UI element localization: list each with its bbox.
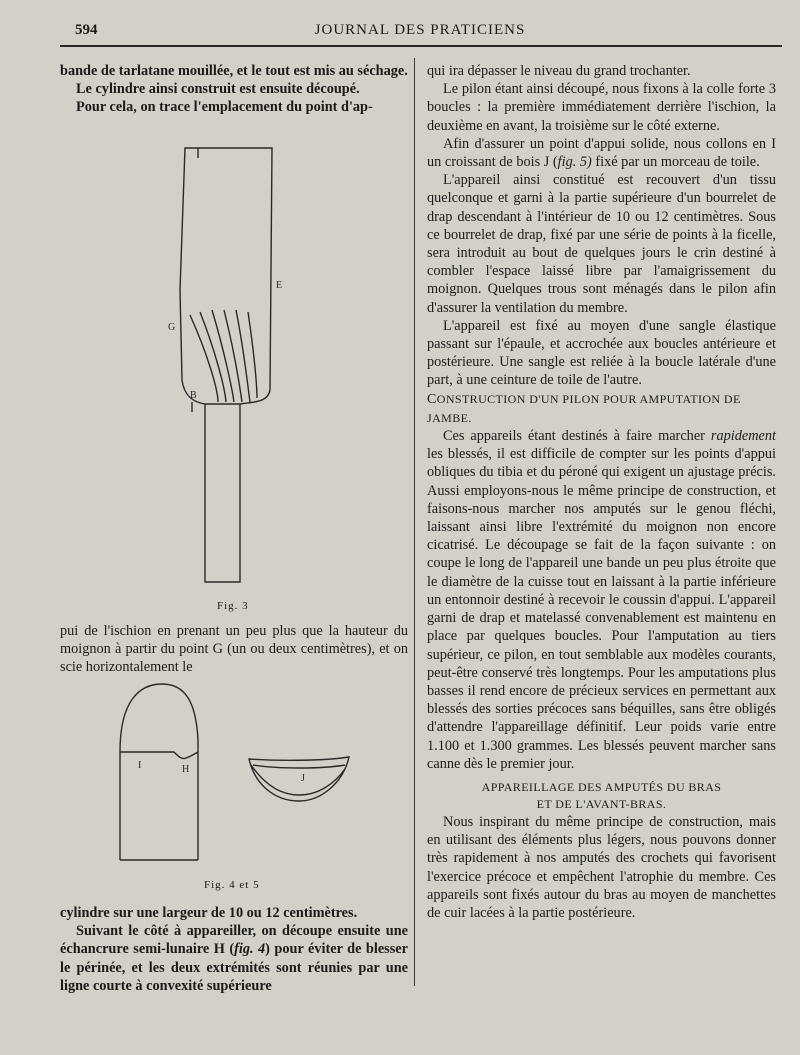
right-paragraph-7: Nous inspirant du même principe de construction, mais en utilisant des éléments plus légers, nous pouvons donner très rapidement à nos amputés des crochets qui favorisent l'exercice précoce et empêchent l'atrophie du membre. Ces appareils sont fixés autour du bras au moyen de manchettes de cuir lacées à la partie postérieure. (427, 813, 776, 921)
left-paragraph-2: Le cylindre ainsi construit est ensuite découpé. (76, 81, 360, 98)
figure-3-caption: Fig. 3 (217, 600, 249, 612)
figure-reference: fig. 4 (234, 941, 266, 958)
column-rule (414, 58, 415, 986)
figure-3-drawing (160, 140, 283, 580)
section-heading-jambe: CONSTRUCTION D'UN PILON POUR AMPUTATION DE JAMBE. (427, 391, 741, 425)
right-paragraph-5: L'appareil est fixé au moyen d'une sangle élastique passant sur l'épaule, et accrochée aux boucles antérieure et postérieure. Une sangle est reliée à la boucle latérale d'une part, à une ceinture de toile de l'autre. (427, 317, 776, 389)
left-paragraph-5: cylindre sur une largeur de 10 ou 12 centimètres. (60, 905, 358, 921)
figure-reference: fig. 5) (557, 154, 592, 171)
section-heading-bras: APPAREILLAGE DES AMPUTÉS DU BRAS ET DE L'AVANT-BRAS. (481, 779, 722, 811)
header-rule (60, 45, 782, 47)
figure-5-label-j: J (301, 773, 305, 784)
figure-4-5-caption: Fig. 4 et 5 (204, 879, 260, 891)
page-header (60, 18, 780, 48)
right-paragraph-1: qui ira dépasser le niveau du grand trochanter. (427, 63, 691, 79)
right-paragraph-6: Ces appareils étant destinés à faire marcher rapidement les blessés, il est difficile de compter sur les points d'appui obliques du tibia et du péroné qui exigent un ajustage précis. Aussi employons-nous le même principe de construction, et faisons-nous marcher nos amputés sur le genou fléchi, laissant ainsi libre l'extrémité du moignon non encore cicatrisé. Le découpage se fait de la façon suivante : on coupe le long de l'appareil une bande un peu plus étroite que le diamètre de la cuisse tout en laissant à la partie inférieure un entonnoir destiné à recevoir le coussin d'appui. L'appareil garni de drap et matelassé convenablement est maintenu en place par quelques boucles. Pour l'amputation au tiers supérieur, ce pilon, en tout semblable aux modèles courants, peut-être conservé très longtemps. Pour les amputations plus basses il rend encore de précieux services en permettant aux blessés des sorties précoces sans béquilles, sans être obligés d'attendre l'appareillage définitif. Leur poids varie entre 1.100 et 1.300 grammes. Les blessés peuvent marcher sans canne dès le premier jour. (427, 428, 776, 772)
figure-4-drawing (110, 680, 230, 880)
right-column (427, 62, 776, 922)
figure-4-label-h: H (182, 764, 190, 775)
page-number: 594 (75, 22, 98, 38)
right-paragraph-2: Le pilon étant ainsi découpé, nous fixons à la colle forte 3 boucles : la première immédiatement derrière l'ischion, la deuxième en avant, la troisième sur le côté externe. (427, 81, 776, 134)
figure-3-label-g: G (168, 322, 176, 333)
left-paragraph-6: Suivant le côté à appareiller, on découpe ensuite une échancrure semi-lunaire H (fig. 4) pour éviter de blesser le périnée, et les deux extrémités sont réunies par une ligne courte à convexité supérieure (60, 923, 408, 994)
right-paragraph-4: L'appareil ainsi constitué est recouvert d'un tissu quelconque et garni à la partie supérieure d'un bourrelet de drap descendant à l'intérieur de 10 ou 12 centimètres. Sous ce bourrelet de drap, fixé par une série de points à la ficelle, sera introduit au bout de quelques jours le crin destiné à combler l'espace laissé libre par l'amaigrissement du moignon. Quelques trous sont ménagés dans le pilon afin d'assurer la ventilation du membre. (427, 172, 776, 316)
left-paragraph-1: bande de tarlatane mouillée, et le tout est mis au séchage. (60, 63, 408, 79)
figure-3-label-e: E (276, 280, 283, 291)
left-column-middle (60, 622, 408, 677)
left-column-bottom (60, 904, 408, 995)
figure-3-label-b: B (190, 390, 197, 401)
left-column-top (60, 62, 408, 117)
journal-title: JOURNAL DES PRATICIENS (314, 22, 526, 38)
right-paragraph-3: Afin d'assurer un point d'appui solide, nous collons en I un croissant de bois J (fig. 5) fixé par un morceau de toile. (427, 135, 776, 171)
left-paragraph-3: Pour cela, on trace l'emplacement du point d'ap- (76, 99, 373, 116)
left-paragraph-4: pui de l'ischion en prenant un peu plus que la hauteur du moignon à partir du point G (un ou deux centimètres), et on scie horizontalement le (60, 623, 408, 676)
figure-5-drawing (245, 755, 365, 815)
figure-4-label-i: I (138, 760, 142, 771)
